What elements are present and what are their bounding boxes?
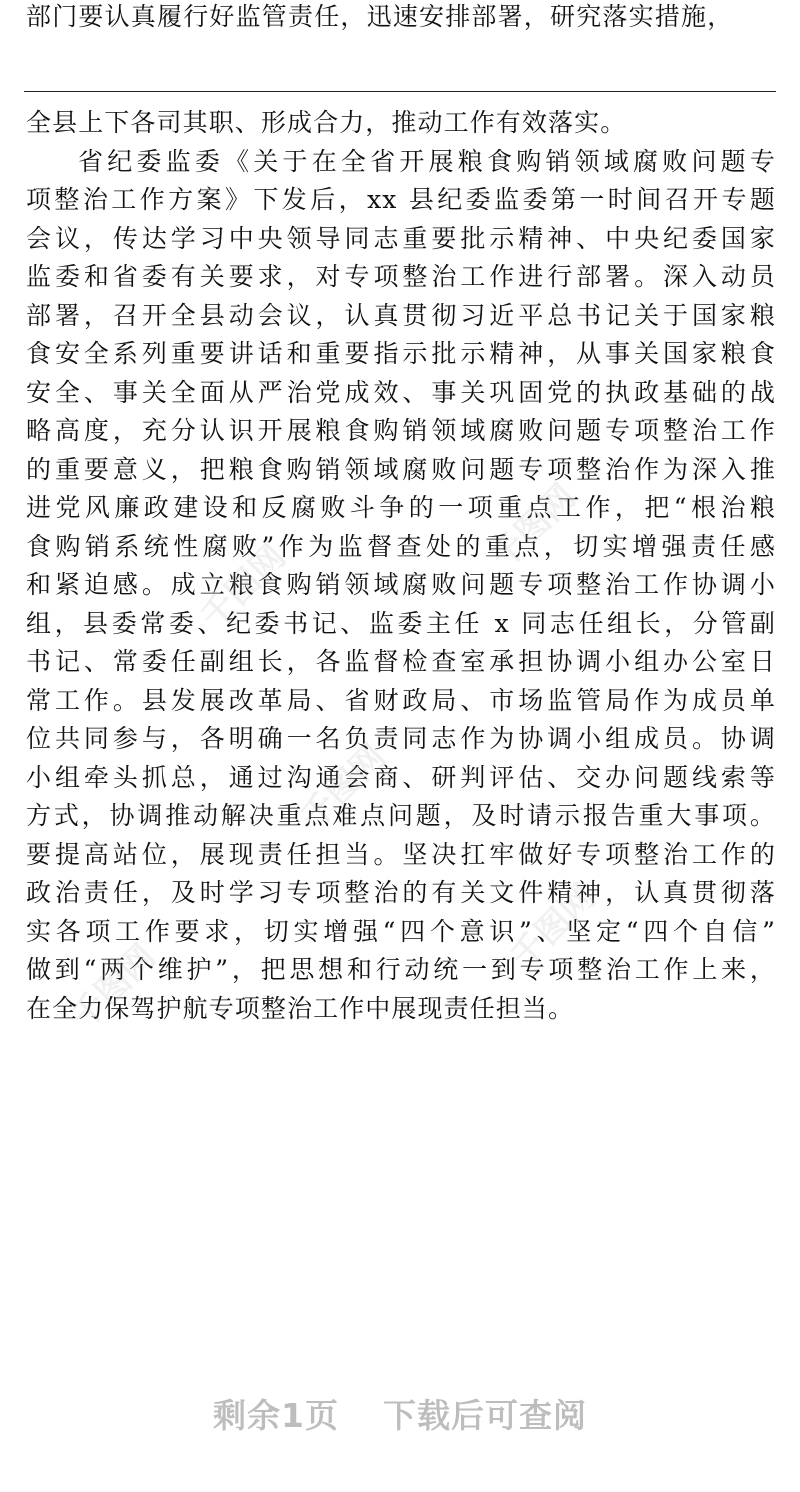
document-body (26, 104, 776, 1028)
text-line: 方式，协调推动解决重点难点问题，及时请示报告重大事项。 (26, 801, 776, 830)
text-line: 政治责任，及时学习专项整治的有关文件精神，认真贯彻落 (26, 878, 776, 907)
remaining-pages-label: 剩余1页 (213, 1396, 339, 1435)
download-hint-label: 下载后可查阅 (382, 1396, 587, 1435)
text-line: 实各项工作要求，切实增强“四个意识”、坚定“四个自信” (26, 916, 776, 946)
watermark-logo: 千图网 (483, 476, 584, 578)
watermark-logo: 千图网 (63, 936, 164, 1038)
text-line: 要提高站位，展现责任担当。坚决扛牢做好专项整治工作的 (26, 839, 776, 869)
text-line: 省纪委监委《关于在全省开展粮食购销领域腐败问题专 (78, 146, 776, 176)
text-line: 和紧迫感。成立粮食购销领域腐败问题专项整治工作协调小 (26, 570, 776, 599)
text-line: 组，县委常委、纪委书记、监委主任 x 同志任组长，分管副 (26, 608, 776, 638)
text-line: 小组牵头抓总，通过沟通会商、研判评估、交办问题线索等 (26, 762, 776, 792)
page-divider (24, 91, 776, 92)
watermark-logo: 千图网 (193, 536, 294, 638)
watermark-logo: 千图网 (503, 876, 604, 978)
text-line: 食安全系列重要讲话和重要指示批示精神，从事关国家粮食 (26, 339, 776, 368)
text-line: 全县上下各司其职、形成合力，推动工作有效落实。 (26, 108, 627, 137)
text-line: 略高度，充分认识开展粮食购销领域腐败问题专项整治工作 (26, 416, 776, 445)
text-line: 安全、事关全面从严治党成效、事关巩固党的执政基础的战 (26, 377, 776, 407)
text-line: 进党风廉政建设和反腐败斗争的一项重点工作，把“根治粮 (26, 493, 776, 522)
text-line: 常工作。县发展改革局、省财政局、市场监管局作为成员单 (26, 685, 776, 715)
previous-page-tail-text: 部门要认真履行好监管责任，迅速安排部署，研究落实措施， (26, 2, 734, 31)
text-line: 会议，传达学习中央领导同志重要批示精神、中央纪委国家 (26, 223, 776, 253)
remaining-pages-banner[interactable] (0, 1390, 800, 1437)
text-line: 位共同参与，各明确一名负责同志作为协调小组成员。协调 (26, 724, 776, 753)
text-line: 部署，召开全县动会议，认真贯彻习近平总书记关于国家粮 (26, 300, 776, 330)
text-line: 书记、常委任副组长，各监督检查室承担协调小组办公室日 (26, 647, 776, 676)
text-line: 在全力保驾护航专项整治工作中展现责任担当。 (26, 993, 575, 1023)
text-line: 的重要意义，把粮食购销领域腐败问题专项整治作为深入推 (26, 454, 776, 484)
text-line: 监委和省委有关要求，对专项整治工作进行部署。深入动员 (26, 262, 776, 291)
text-line: 做到“两个维护”，把思想和行动统一到专项整治工作上来， (26, 955, 776, 984)
watermark-logo: 千图网 (293, 736, 394, 838)
text-line: 食购销系统性腐败”作为监督查处的重点，切实增强责任感 (26, 531, 776, 561)
text-line: 项整治工作方案》下发后，xx 县纪委监委第一时间召开专题 (26, 185, 776, 214)
